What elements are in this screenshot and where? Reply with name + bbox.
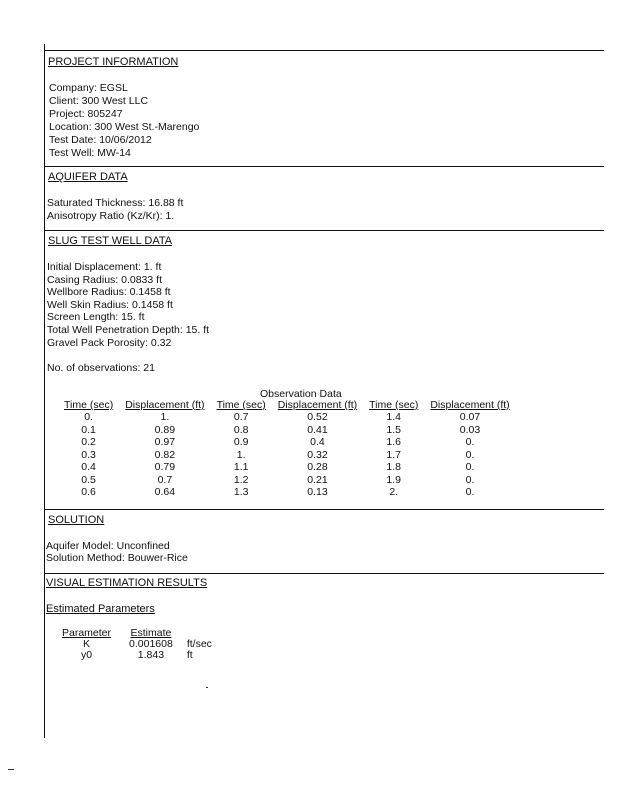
saturated-thickness-line: Saturated Thickness: 16.88 ft	[47, 197, 184, 209]
time-header-3: Time (sec)	[369, 399, 419, 411]
time-cell: 1.1	[233, 461, 249, 473]
observation-header-row	[58, 400, 516, 411]
displacement-cell: 0.64	[154, 486, 176, 498]
estimate-header: Estimate	[130, 627, 172, 639]
displacement-cell: 0.07	[459, 411, 481, 423]
displacement-header-3: Displacement (ft)	[430, 399, 510, 411]
time-cell: 0.5	[81, 473, 96, 486]
scan-speck	[8, 769, 14, 770]
parameter-row	[58, 650, 226, 661]
time-cell: 0.9	[233, 436, 249, 448]
displacement-cell: 1.	[160, 411, 170, 423]
time-cell: 0.4	[81, 461, 96, 473]
time-cell: 1.2	[233, 473, 249, 486]
solution-method-line: Solution Method: Bouwer-Rice	[46, 552, 188, 564]
test-well-line: Test Well: MW-14	[49, 147, 131, 159]
displacement-cell: 0.03	[459, 423, 481, 436]
displacement-cell: 0.41	[307, 423, 328, 436]
location-line: Location: 300 West St.-Marengo	[49, 121, 200, 133]
observation-row	[58, 486, 516, 499]
time-cell: 0.1	[81, 423, 96, 436]
test-date-line: Test Date: 10/06/2012	[49, 134, 152, 146]
time-cell: 1.	[236, 448, 246, 461]
project-number-line: Project: 805247	[49, 108, 123, 120]
displacement-cell: 0.	[465, 436, 475, 448]
time-cell: 1.9	[386, 473, 402, 486]
parameter-name: y0	[80, 649, 93, 661]
displacement-cell: 0.79	[154, 461, 176, 473]
observation-row	[58, 436, 516, 449]
visual-section-divider	[44, 573, 604, 574]
initial-displacement-line: Initial Displacement: 1. ft	[47, 261, 162, 273]
aquifer-model-line: Aquifer Model: Unconfined	[46, 540, 170, 552]
parameter-estimate: 1.843	[137, 649, 165, 661]
time-header-2: Time (sec)	[216, 399, 266, 411]
observation-row	[58, 474, 516, 487]
casing-radius-line: Casing Radius: 0.0833 ft	[47, 274, 162, 286]
displacement-cell: 0.82	[154, 448, 176, 461]
displacement-cell: 0.4	[310, 436, 325, 448]
project-section-divider	[44, 50, 604, 51]
time-cell: 1.7	[386, 448, 402, 461]
solution-section-divider	[44, 509, 604, 510]
estimated-parameters-heading: Estimated Parameters	[46, 603, 155, 615]
time-cell: 1.4	[386, 411, 402, 423]
left-margin-rule	[44, 44, 45, 738]
parameter-name: K	[83, 638, 91, 650]
anisotropy-ratio-line: Anisotropy Ratio (Kz/Kr): 1.	[47, 210, 175, 222]
observation-data-table	[58, 400, 516, 499]
visual-heading: VISUAL ESTIMATION RESULTS	[46, 577, 208, 589]
time-cell: 0.2	[81, 436, 96, 448]
observations-count-line: No. of observations: 21	[47, 362, 155, 374]
displacement-cell: 0.97	[154, 436, 176, 448]
time-cell: 0.3	[81, 448, 96, 461]
aquifer-heading: AQUIFER DATA	[48, 171, 128, 183]
displacement-cell: 0.32	[307, 448, 328, 461]
time-cell: 0.	[84, 411, 93, 423]
screen-length-line: Screen Length: 15. ft	[47, 311, 145, 323]
displacement-cell: 0.13	[307, 486, 328, 498]
displacement-cell: 0.21	[307, 473, 328, 486]
time-cell: 1.6	[386, 436, 402, 448]
scan-speck	[206, 687, 208, 688]
slug-heading: SLUG TEST WELL DATA	[48, 235, 173, 247]
slug-section-divider	[44, 230, 604, 231]
aquifer-section-divider	[44, 166, 604, 167]
wellbore-radius-line: Wellbore Radius: 0.1458 ft	[47, 286, 171, 298]
gravel-pack-porosity-line: Gravel Pack Porosity: 0.32	[47, 337, 172, 349]
parameter-unit: ft/sec	[186, 638, 212, 650]
company-line: Company: EGSL	[49, 82, 128, 94]
parameter-estimate: 0.001608	[129, 638, 173, 650]
well-skin-radius-line: Well Skin Radius: 0.1458 ft	[47, 299, 173, 311]
time-cell: 2.	[389, 486, 399, 498]
estimated-parameters-table	[58, 628, 226, 661]
displacement-header-1: Displacement (ft)	[125, 399, 205, 411]
time-cell: 0.6	[81, 486, 96, 498]
parameter-header: Parameter	[62, 627, 112, 639]
displacement-header-2: Displacement (ft)	[277, 399, 358, 411]
time-cell: 1.5	[386, 423, 402, 436]
client-line: Client: 300 West LLC	[49, 95, 149, 107]
displacement-cell: 0.	[465, 461, 475, 473]
time-cell: 1.3	[233, 486, 249, 498]
displacement-cell: 0.28	[307, 461, 328, 473]
time-header-1: Time (sec)	[64, 399, 114, 411]
observation-row	[58, 411, 516, 424]
observation-data-title: Observation Data	[260, 388, 342, 400]
displacement-cell: 0.	[465, 448, 475, 461]
displacement-cell: 0.89	[154, 423, 176, 436]
observation-table-body	[58, 411, 516, 499]
observation-row	[58, 461, 516, 474]
observation-row	[58, 424, 516, 437]
observation-row	[58, 449, 516, 462]
displacement-cell: 0.	[465, 473, 475, 486]
time-cell: 0.8	[233, 423, 249, 436]
displacement-cell: 0.	[465, 486, 475, 498]
penetration-depth-line: Total Well Penetration Depth: 15. ft	[47, 324, 210, 336]
time-cell: 0.7	[233, 411, 249, 423]
time-cell: 1.8	[386, 461, 402, 473]
solution-heading: SOLUTION	[48, 514, 105, 526]
project-heading: PROJECT INFORMATION	[48, 56, 179, 68]
parameter-unit: ft	[186, 649, 193, 661]
displacement-cell: 0.52	[307, 411, 328, 423]
displacement-cell: 0.7	[157, 473, 173, 486]
